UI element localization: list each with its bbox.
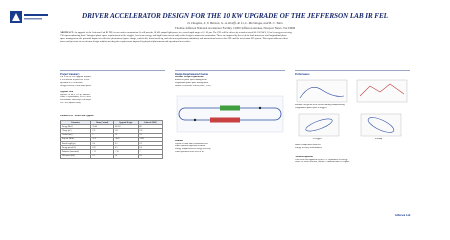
table-cell: 8.5 <box>138 154 162 158</box>
table-cell: 35-48 <box>91 125 114 129</box>
table-header: Upgrade Design <box>114 121 138 125</box>
table-cell: 80-210 <box>114 125 138 129</box>
table-cell: Energy (MeV) <box>61 125 91 129</box>
performance-plots-top <box>295 78 410 104</box>
left-line-9: FEL: 8 m optical cavity <box>60 102 81 105</box>
abstract-line-1: An upgrade of the Jefferson Lab IR FEL is now under construction. It will provide 10 kW output light power in a wavelength range of 2–10 µm. The FEL will be driven by a modest sized 80–210 MeV, 10 mA energy-recovering <box>74 31 292 34</box>
abstract-line-4: issues and presents an accelerator design solution meeting the requirements imposed by physical phenomena and operational necessities. <box>60 40 191 44</box>
table-cell: 0.4 <box>138 146 162 150</box>
table-cell: 0.3 <box>138 142 162 146</box>
table-cell: 10 <box>114 133 138 137</box>
middle-line-1: Machine Design Requirements <box>175 76 204 78</box>
table-cell: Bunch length (ps) <box>61 142 91 146</box>
table-cell: 88 <box>138 125 162 129</box>
middle-line-6: Layout of linac and recirculation arcs <box>175 142 208 145</box>
table-caption: Parameter set - Before and Upgrade <box>60 115 94 118</box>
middle-line-3: longitudinal phase space management <box>175 81 209 84</box>
table-cell: Energy spread (%) <box>61 146 91 150</box>
left-line-8: Recirculator: Bates-style end loops <box>60 99 91 102</box>
right-line-7: Office of Naval Research, and the Commonwealth of Virginia <box>295 161 350 164</box>
table-cell: 0.4 <box>91 142 114 146</box>
table-cell: 135 <box>114 129 138 133</box>
table-cell: Charge (pC) <box>61 129 91 133</box>
right-line-3: Bunch compression achieved <box>295 143 321 146</box>
jlab-logo <box>10 10 50 24</box>
left-line-2: a 10x increase in power to 10 kW <box>60 78 90 81</box>
abstract: ABSTRACT: An upgrade of the Jefferson Lab IR FEL is now under construction. It will provide 10 kW output light power in a wavelength range of 2–10 µm. The FEL will be driven by a modest sized 80–210 MeV, 10 mA energy-recovering CW superconducting linac. Stringent phase space requirements at the wiggler, low beam energy, and high beam current subject the design to numerous constraints. These are imposed by the need for both transverse and longitudinal phase space management; the potential impact of collective phenomena (space charge, wakefields, beam break-up, and coherent synchrotron radiation); and interactions between the FEL and the accelerator RF system. This report addresses these issues and presents an accelerator design solution meeting the requirements imposed by physical phenomena and operational necessities. <box>60 31 410 43</box>
plot-label-wiggler: at wiggler <box>313 137 322 140</box>
right-section-title: Performance <box>295 73 310 76</box>
table-cell: Rep rate (MHz) <box>61 137 91 141</box>
table-header: Achieved (2003) <box>138 121 162 125</box>
table-cell: 0.5 <box>114 146 138 150</box>
middle-line-8: Energy compression for energy recovery <box>175 148 211 151</box>
table-cell: FEL power (kW) <box>61 154 91 158</box>
middle-column <box>175 70 285 221</box>
middle-line-5: Solution <box>175 139 183 142</box>
table-cell: 37.4 <box>91 137 114 141</box>
table-cell: < 13 <box>91 150 114 154</box>
right-line-4: Energy recovery demonstrated <box>295 146 322 149</box>
abstract-label: ABSTRACT <box>60 31 74 34</box>
table-header: Demo (Actual) <box>91 121 114 125</box>
table-cell: 9.1 <box>138 133 162 137</box>
table-cell: 74.85 <box>114 137 138 141</box>
left-line-1: The 2 kW IR FEL upgrade requires <box>60 76 91 78</box>
machine-layout-diagram <box>175 94 285 134</box>
right-column <box>295 70 410 221</box>
parameter-table <box>60 120 163 159</box>
right-line-2: Longitudinal phase space at wiggler <box>295 106 327 109</box>
table-cell: 2.1 <box>91 154 114 158</box>
table-header: Parameter <box>61 121 91 125</box>
poster-title: DRIVER ACCELERATOR DESIGN FOR THE 10 KW UPGRADE OF THE JEFFERSON LAB IR FEL <box>82 12 388 20</box>
table-cell: 0.25 <box>91 146 114 150</box>
right-line-5: Acknowledgements <box>295 155 314 158</box>
table-cell: 74.85 <box>138 137 162 141</box>
poster-authors: D. Douglas, S. V. Benson, G. A. Krafft, R. Li, L. Merminga, and B. C. Yunn <box>187 21 283 25</box>
table-cell: 5 <box>91 133 114 137</box>
table-cell: < 30 <box>114 150 138 154</box>
right-line-1: Machine design has been verified during commissioning <box>295 104 345 106</box>
poster-affiliation: Thomas Jefferson National Accelerator Facility, 12000 Jefferson Avenue, Newport News, VA 23606 <box>174 26 296 30</box>
table-cell: 135 <box>91 129 114 133</box>
table-row <box>61 154 163 158</box>
middle-line-4: control of collective effects (BBU, CSR) <box>175 84 211 87</box>
left-section-title: Project Summary <box>60 73 80 76</box>
left-line-7: Linac: 3 cryomodules, 80-210 MeV <box>60 96 92 99</box>
middle-section-title: Design Requirements/Choices <box>175 73 209 76</box>
table-cell: 135 <box>138 129 162 133</box>
table-cell: 0.2 <box>114 142 138 146</box>
left-column <box>60 70 165 221</box>
right-line-6: This work was supported by the U.S. Department of Energy <box>295 158 348 161</box>
footer-logo: Jefferson Lab <box>395 214 411 217</box>
left-line-6: Injector: 10 MeV, 135 pC bunches <box>60 93 91 96</box>
table-cell: Current (mA) <box>61 133 91 137</box>
table-cell: 10 <box>114 154 138 158</box>
abstract-line-3: space management; the potential impact of collective phenomena (space charge, wakefields, beam break-up, and coherent synchrotron radiation); and interactions between the FEL and the accelerator RF system. This report addresses these <box>60 37 289 41</box>
left-line-3: operation at 2-10 microns <box>60 81 83 84</box>
middle-line-2: transverse phase space management <box>175 78 207 81</box>
abstract-line-2: CW superconducting linac. Stringent phase space requirements at the wiggler, low beam energy, and high beam current subject the design to numerous constraints. These are imposed by the need for both transverse and longitudinal phase <box>60 34 287 38</box>
middle-line-7: Phase matched dispersion sections <box>175 145 206 148</box>
middle-line-9: Linac operation at the crest of RF <box>175 151 205 154</box>
plot-label-dump: at dump <box>375 137 383 140</box>
phase-space-plots <box>295 112 410 144</box>
table-cell: Emittance (mm-mrad) <box>61 150 91 154</box>
left-line-4: energy recovery of full beam power <box>60 84 92 87</box>
left-line-5: Upgrade Path <box>60 90 74 93</box>
table-cell: 7 <box>138 150 162 154</box>
